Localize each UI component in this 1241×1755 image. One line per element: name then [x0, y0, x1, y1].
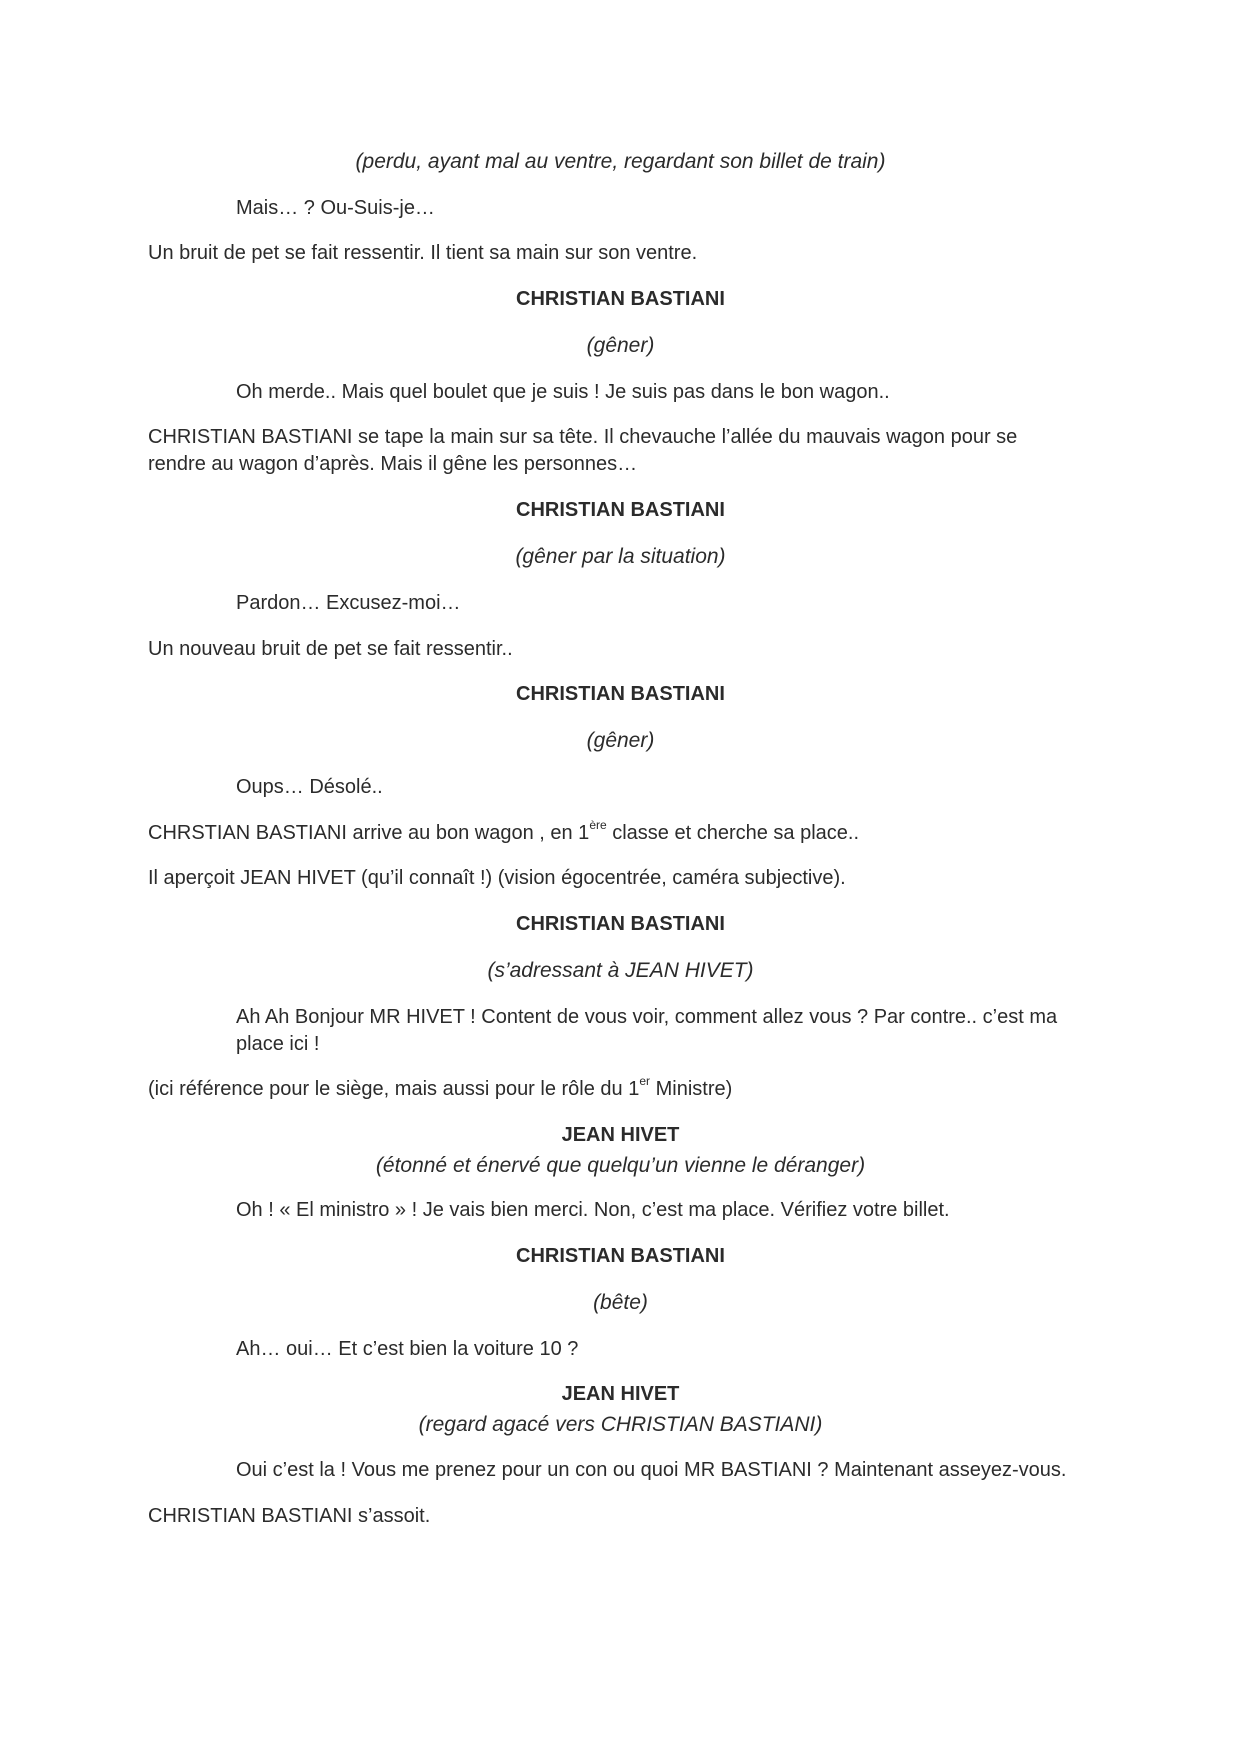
- dialogue: Oui c’est la ! Vous me prenez pour un con ou quoi MR BASTIANI ? Maintenant asseyez-vous.: [236, 1459, 1067, 1481]
- dialogue: Ah Ah Bonjour MR HIVET ! Content de vous voir, comment allez vous ? Par contre.. c’est ma: [236, 1006, 1058, 1028]
- parenthetical: (perdu, ayant mal au ventre, regardant son billet de train): [355, 150, 886, 173]
- action-text: (ici référence pour le siège, mais aussi pour le rôle du 1: [148, 1078, 640, 1100]
- action-text: Ministre): [650, 1078, 733, 1100]
- dialogue: place ici !: [236, 1033, 320, 1055]
- character-name: CHRISTIAN BASTIANI: [516, 683, 725, 705]
- character-name: CHRISTIAN BASTIANI: [516, 1245, 725, 1267]
- dialogue: Pardon… Excusez-moi…: [236, 592, 461, 614]
- action-line: Il aperçoit JEAN HIVET (qu’il connaît !) (vision égocentrée, caméra subjective).: [148, 867, 846, 889]
- action-text: CHRSTIAN BASTIANI arrive au bon wagon , en 1: [148, 822, 590, 844]
- character-name: JEAN HIVET: [561, 1383, 680, 1405]
- parenthetical: (gêner): [586, 334, 655, 357]
- action-text: classe et cherche sa place..: [606, 822, 860, 844]
- ordinal-superscript: er: [639, 1074, 651, 1089]
- action-line: CHRISTIAN BASTIANI se tape la main sur sa tête. Il chevauche l’allée du mauvais wagon pour se: [148, 426, 1018, 448]
- dialogue: Ah… oui… Et c’est bien la voiture 10 ?: [236, 1338, 579, 1360]
- parenthetical: (s’adressant à JEAN HIVET): [487, 959, 754, 982]
- dialogue: Oh merde.. Mais quel boulet que je suis ! Je suis pas dans le bon wagon..: [236, 381, 890, 403]
- parenthetical: (étonné et énervé que quelqu’un vienne le déranger): [375, 1154, 866, 1177]
- action-line: [148, 820, 1098, 847]
- action-line: [148, 1076, 1098, 1103]
- character-name: JEAN HIVET: [561, 1124, 680, 1146]
- action-line: CHRISTIAN BASTIANI s’assoit.: [148, 1505, 431, 1527]
- dialogue: Mais… ? Ou-Suis-je…: [236, 197, 435, 219]
- dialogue: Oh ! « El ministro » ! Je vais bien merci. Non, c’est ma place. Vérifiez votre billet.: [236, 1199, 950, 1221]
- character-name: CHRISTIAN BASTIANI: [516, 288, 725, 310]
- ordinal-superscript: ère: [589, 818, 607, 833]
- action-line: rendre au wagon d’après. Mais il gêne les personnes…: [148, 453, 638, 475]
- character-name: CHRISTIAN BASTIANI: [516, 913, 725, 935]
- dialogue: Oups… Désolé..: [236, 776, 383, 798]
- action-line: Un nouveau bruit de pet se fait ressentir..: [148, 638, 513, 660]
- character-name: CHRISTIAN BASTIANI: [516, 499, 725, 521]
- parenthetical: (gêner): [586, 729, 655, 752]
- parenthetical: (bête): [593, 1291, 648, 1314]
- action-line: Un bruit de pet se fait ressentir. Il tient sa main sur son ventre.: [148, 242, 698, 264]
- parenthetical: (regard agacé vers CHRISTIAN BASTIANI): [418, 1413, 823, 1436]
- parenthetical: (gêner par la situation): [515, 545, 726, 568]
